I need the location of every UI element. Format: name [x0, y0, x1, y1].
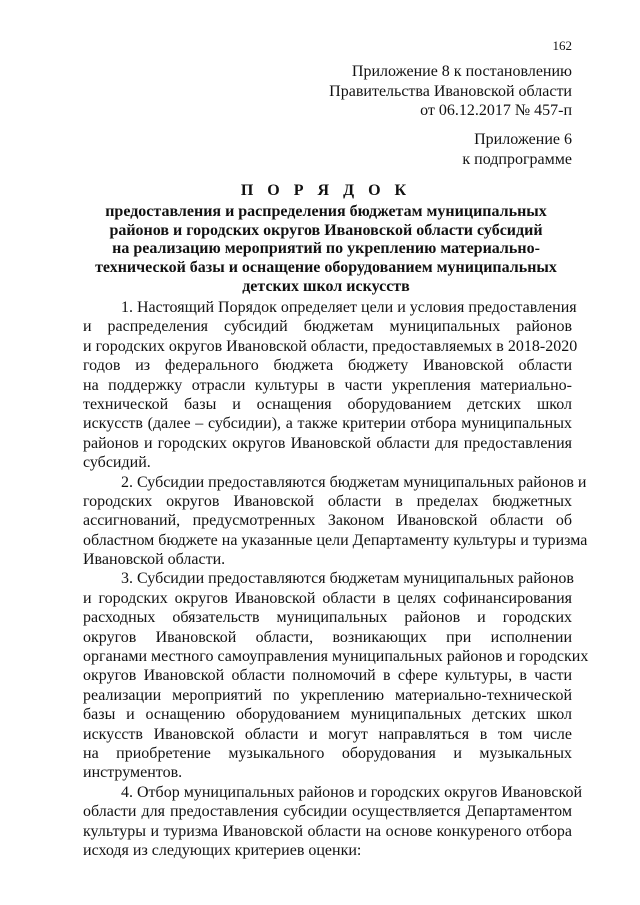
attachment-reference-resolution: [329, 62, 572, 121]
title-line: технической базы и оснащение оборудованием муниципальных: [95, 259, 557, 277]
attachment-reference-subprogram: [462, 130, 572, 169]
title-line: предоставления и распределения бюджетам муниципальных: [105, 202, 547, 220]
text-line: исходя из следующих критериев оценки:: [83, 841, 362, 859]
text-line: 1. Настоящий Порядок определяет цели и условия предоставления: [121, 299, 577, 316]
text-line: субсидий.: [83, 454, 151, 472]
text-line: 3. Субсидии предоставляются бюджетам муниципальных районов: [121, 570, 574, 588]
text-line: и распределения субсидий бюджетам муниципальных районов: [83, 318, 572, 336]
title-line: на реализацию мероприятий по укреплению материально-: [112, 240, 540, 258]
text-line: округов Ивановской области, возникающих при исполнении: [83, 628, 572, 646]
title-heading: П О Р Я Д О К: [240, 182, 412, 199]
paragraph-3: [83, 569, 589, 782]
text-line: реализации мероприятий по укреплению материально-технической: [83, 686, 572, 704]
paragraph-4: [83, 783, 583, 861]
text-line: округов Ивановской области полномочий в сфере культуры, в части: [83, 667, 572, 685]
text-line: расходных обязательств муниципальных районов и городских: [83, 609, 572, 627]
text-line: 2. Субсидии предоставляются бюджетам муниципальных районов и: [121, 473, 587, 491]
text-line: искусств Ивановской области и могут направляться в том числе: [83, 725, 572, 743]
text-line: городских округов Ивановской области в пределах бюджетных: [83, 492, 572, 510]
text-line: 4. Отбор муниципальных районов и городских округов Ивановской: [121, 783, 583, 801]
text-line: и городских округов Ивановской области в целях софинансирования: [83, 589, 572, 607]
text-line: искусств (далее – субсидии), а также критерии отбора муниципальных: [83, 415, 572, 433]
text-line: культуры и туризма Ивановской области на основе конкуреного отбора: [83, 822, 572, 840]
text-line: технической базы и оснащения оборудованием детских школ: [83, 395, 572, 413]
page-number: 162: [552, 38, 572, 53]
text-line: районов и городских округов Ивановской области для предоставления: [83, 434, 572, 452]
text-line: Ивановской области.: [83, 551, 226, 569]
document-body: [83, 298, 589, 860]
attachment-line: к подпрограмме: [462, 150, 572, 168]
title-line: детских школ искусств: [242, 277, 410, 295]
paragraph-1: [83, 298, 578, 473]
text-line: на приобретение музыкального оборудования и музыкальных: [83, 744, 572, 762]
paragraph-2: [83, 473, 588, 570]
text-line: ассигнований, предусмотренных Законом Ивановской области об: [83, 512, 572, 530]
document-title: [80, 182, 572, 297]
text-line: органами местного самоуправления муниципальных районов и городских: [83, 648, 589, 666]
text-line: годов из федерального бюджета бюджету Ивановской области: [83, 357, 572, 375]
text-line: области для предоставления субсидии осуществляется Департаментом: [83, 803, 572, 821]
attachment-line: от 06.12.2017 № 457-п: [420, 102, 572, 119]
attachment-line: Правительства Ивановской области: [329, 82, 572, 100]
text-line: базы и оснащению оборудованием муниципальных детских школ: [83, 706, 572, 724]
text-line: областном бюджете на указанные цели Департаменту культуры и туризма: [83, 531, 588, 549]
text-line: на поддержку отрасли культуры в части укрепления материально-: [83, 376, 572, 394]
text-line: инструментов.: [83, 764, 183, 782]
attachment-line: Приложение 6: [474, 131, 572, 148]
attachment-line: Приложение 8 к постановлению: [351, 63, 572, 80]
text-line: и городских округов Ивановской области, предоставляемых в 2018-2020: [83, 337, 578, 355]
title-line: районов и городских округов Ивановской области субсидий: [109, 221, 543, 239]
